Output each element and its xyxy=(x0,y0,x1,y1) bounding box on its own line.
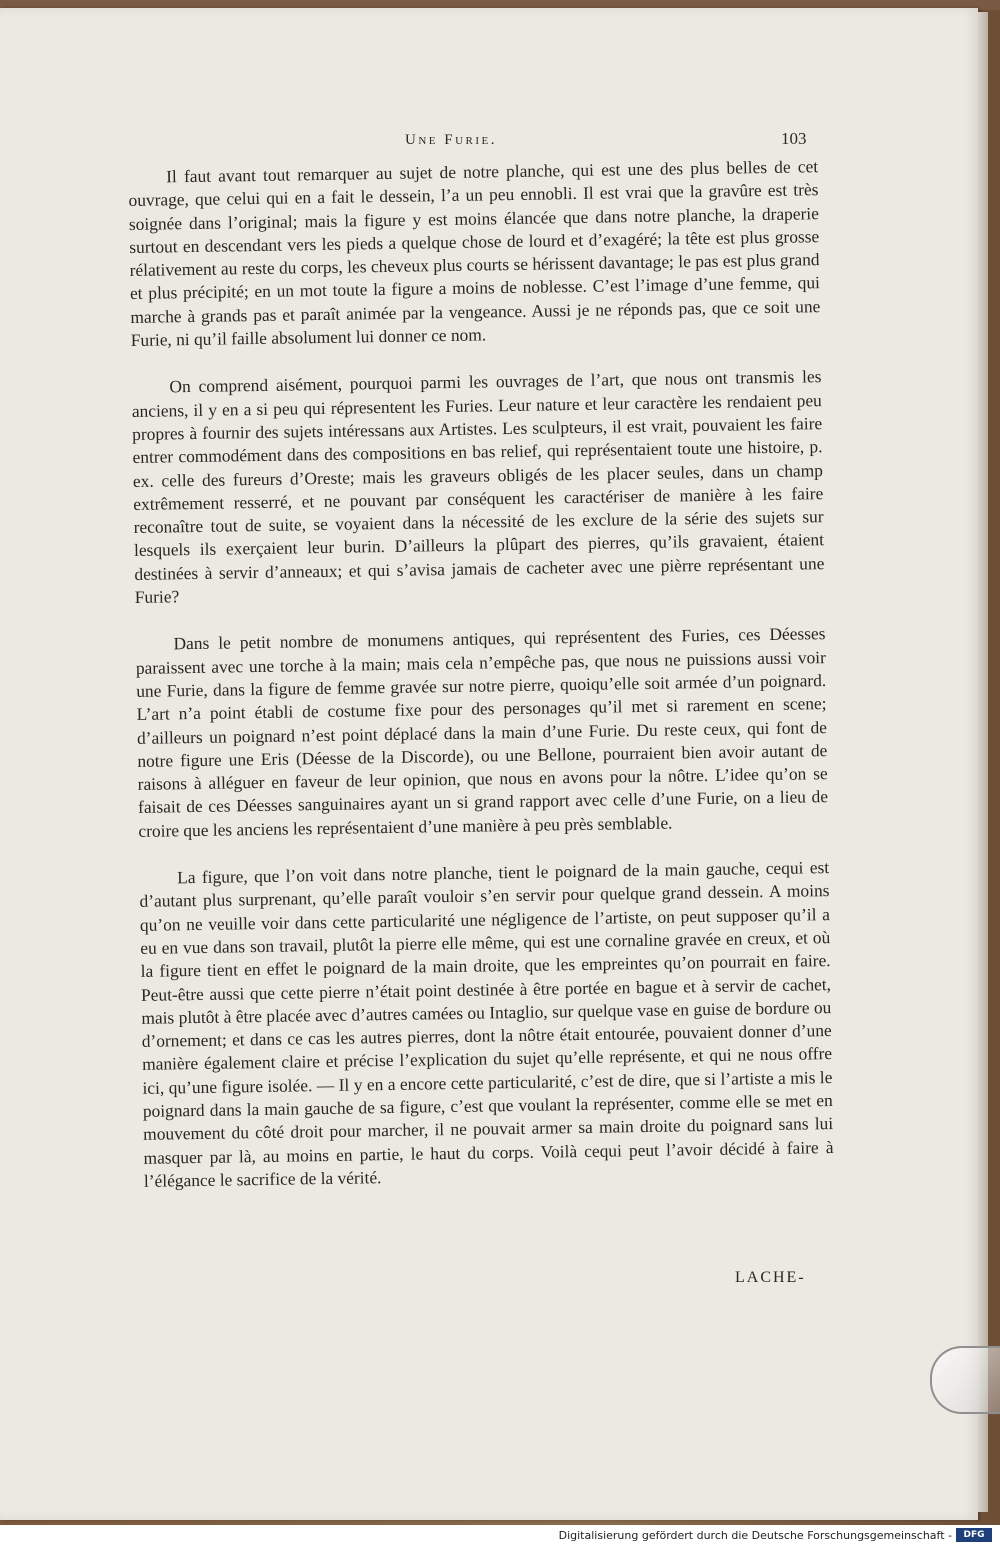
paragraph: Dans le petit nombre de monumens antiques, qui représentent des Furies, ces Déesses paraissent avec une torche à la main; mais cela n’empêche pas, que nous ne puissions aussi voir une Furie, dans la figure de femme gravée sur notre pierre, quoiqu’elle soit armée d’un poignard. L’art n’a point établi de costume fixe pour des personages qu’il met si rarement en scene; d’ailleurs un poignard n’est point déplacé dans la main d’une Furie. Du reste ceux, qui font de notre figure une Eris (Déesse de la Discorde), ou une Bellone, pourraient bien avoir autant de raisons à alléguer en faveur de leur opinion, que nous en avons pour la nôtre. L’idee qu’on se faisait de ces Déesses sanguinaires ayant un si grand rapport avec celle d’une Furie, on a lieu de croire que les anciens les représentaient d’une manière à peu près semblable. xyxy=(135,623,829,841)
page-header-title: Une Furie. xyxy=(405,132,498,148)
dfg-logo-icon: DFG xyxy=(956,1528,992,1542)
paragraph: Il faut avant tout remarquer au sujet de notre planche, qui est une des plus belles de cet ouvrage, que celui qui en a fait le dessein, l’a un peu ennobli. Il est vrai que la gravûre est très soignée dans l’original; mais la figure y est moins élancée que dans notre planche, la draperie surtout en descendant vers les pieds a quelque chose de lourd et d’exagéré; la tête est plus grosse rélativement au reste du corps, les cheveux plus courts se hérissent davantage; le pas est plus grand et plus précipité; en un mot toute la figure a moins de noblesse. C’est l’image d’une femme, qui marche à grands pas et paraît animée par la vengeance. Aussi je ne réponds pas, que ce soit une Furie, ni qu’il faille absolument lui donner ce nom. xyxy=(128,156,821,351)
page-number: 103 xyxy=(781,129,807,148)
page-clip xyxy=(930,1346,1000,1414)
footer-credit: Digitalisierung gefördert durch die Deutsche Forschungsgemeinschaft - xyxy=(558,1529,952,1542)
paragraph: La figure, que l’on voit dans notre planche, tient le poignard de la main gauche, cequi est d’autant plus surprenant, qu’elle paraît vouloir s’en servir pour quelque grand dessein. A moins qu’on ne veuille voir dans cette particularité une négligence de l’artiste, on peut supposer qu’il a eu en vue dans son travail, plutôt la pierre elle même, qui est une cornaline gravée en creux, et où la figure tient en effet le poignard de la main droite, que les empreintes qu’on pourrait en faire. Peut-être aussi que cette pierre n’était point destinée à être portée en bague et à servir de cachet, mais plutôt à être placée avec d’autres camées ou Intaglio, sur quelque vase en guise de bordure ou d’ornement; et dans ce cas les autres pierres, dont la nôtre était entourée, pouvaient donner d’une manière également claire et précise l’explication du sujet qu’elle représente, et qui ne nous offre ici, qu’une figure isolée. — Il y en a encore cette particularité, c’est de dire, que si l’artiste a mis le poignard dans la main gauche de sa figure, c’est que voulant la représenter, comme elle se met en mouvement du côté droit pour marcher, il ne pouvait armer sa main droite du poignard sans lui masquer par là, au moins en partie, le haut du corps. Voilà cequi peut l’avoir décidé à faire à l’élégance le sacrifice de la vérité. xyxy=(139,857,834,1191)
body-text xyxy=(128,155,834,1217)
catchword: LACHE- xyxy=(735,1269,806,1286)
digitization-footer xyxy=(0,1525,1000,1546)
page-edge xyxy=(978,12,988,1512)
paragraph: On comprend aisément, pourquoi parmi les ouvrages de l’art, que nous ont transmis les anciens, il y en a si peu qui répresentent les Furies. Leur nature et leur caractère les rendaient peu propres à fournir des sujets intéressans aux Artistes. Les sculpteurs, il est vrait, pouvaient les faire entrer commodément dans des compositions en bas relief, qui représentaient toute une histoire, p. ex. celle des fureurs d’Oreste; mais les graveurs obligés de les placer seules, dans un champ extrêmement resserré, et ne pouvant par conséquent les caractériser de manière à les faire reconaître tout de suite, se voyaient dans la nécessité de les exclure de la série des sujets sur lesquels ils exerçaient leur burin. D’ailleurs la plûpart des pierres, qu’ils gravaient, étaient destinées à servir d’anneaux; et qui s’avisa jamais de cacheter avec une pièrre représentant une Furie? xyxy=(131,366,825,607)
